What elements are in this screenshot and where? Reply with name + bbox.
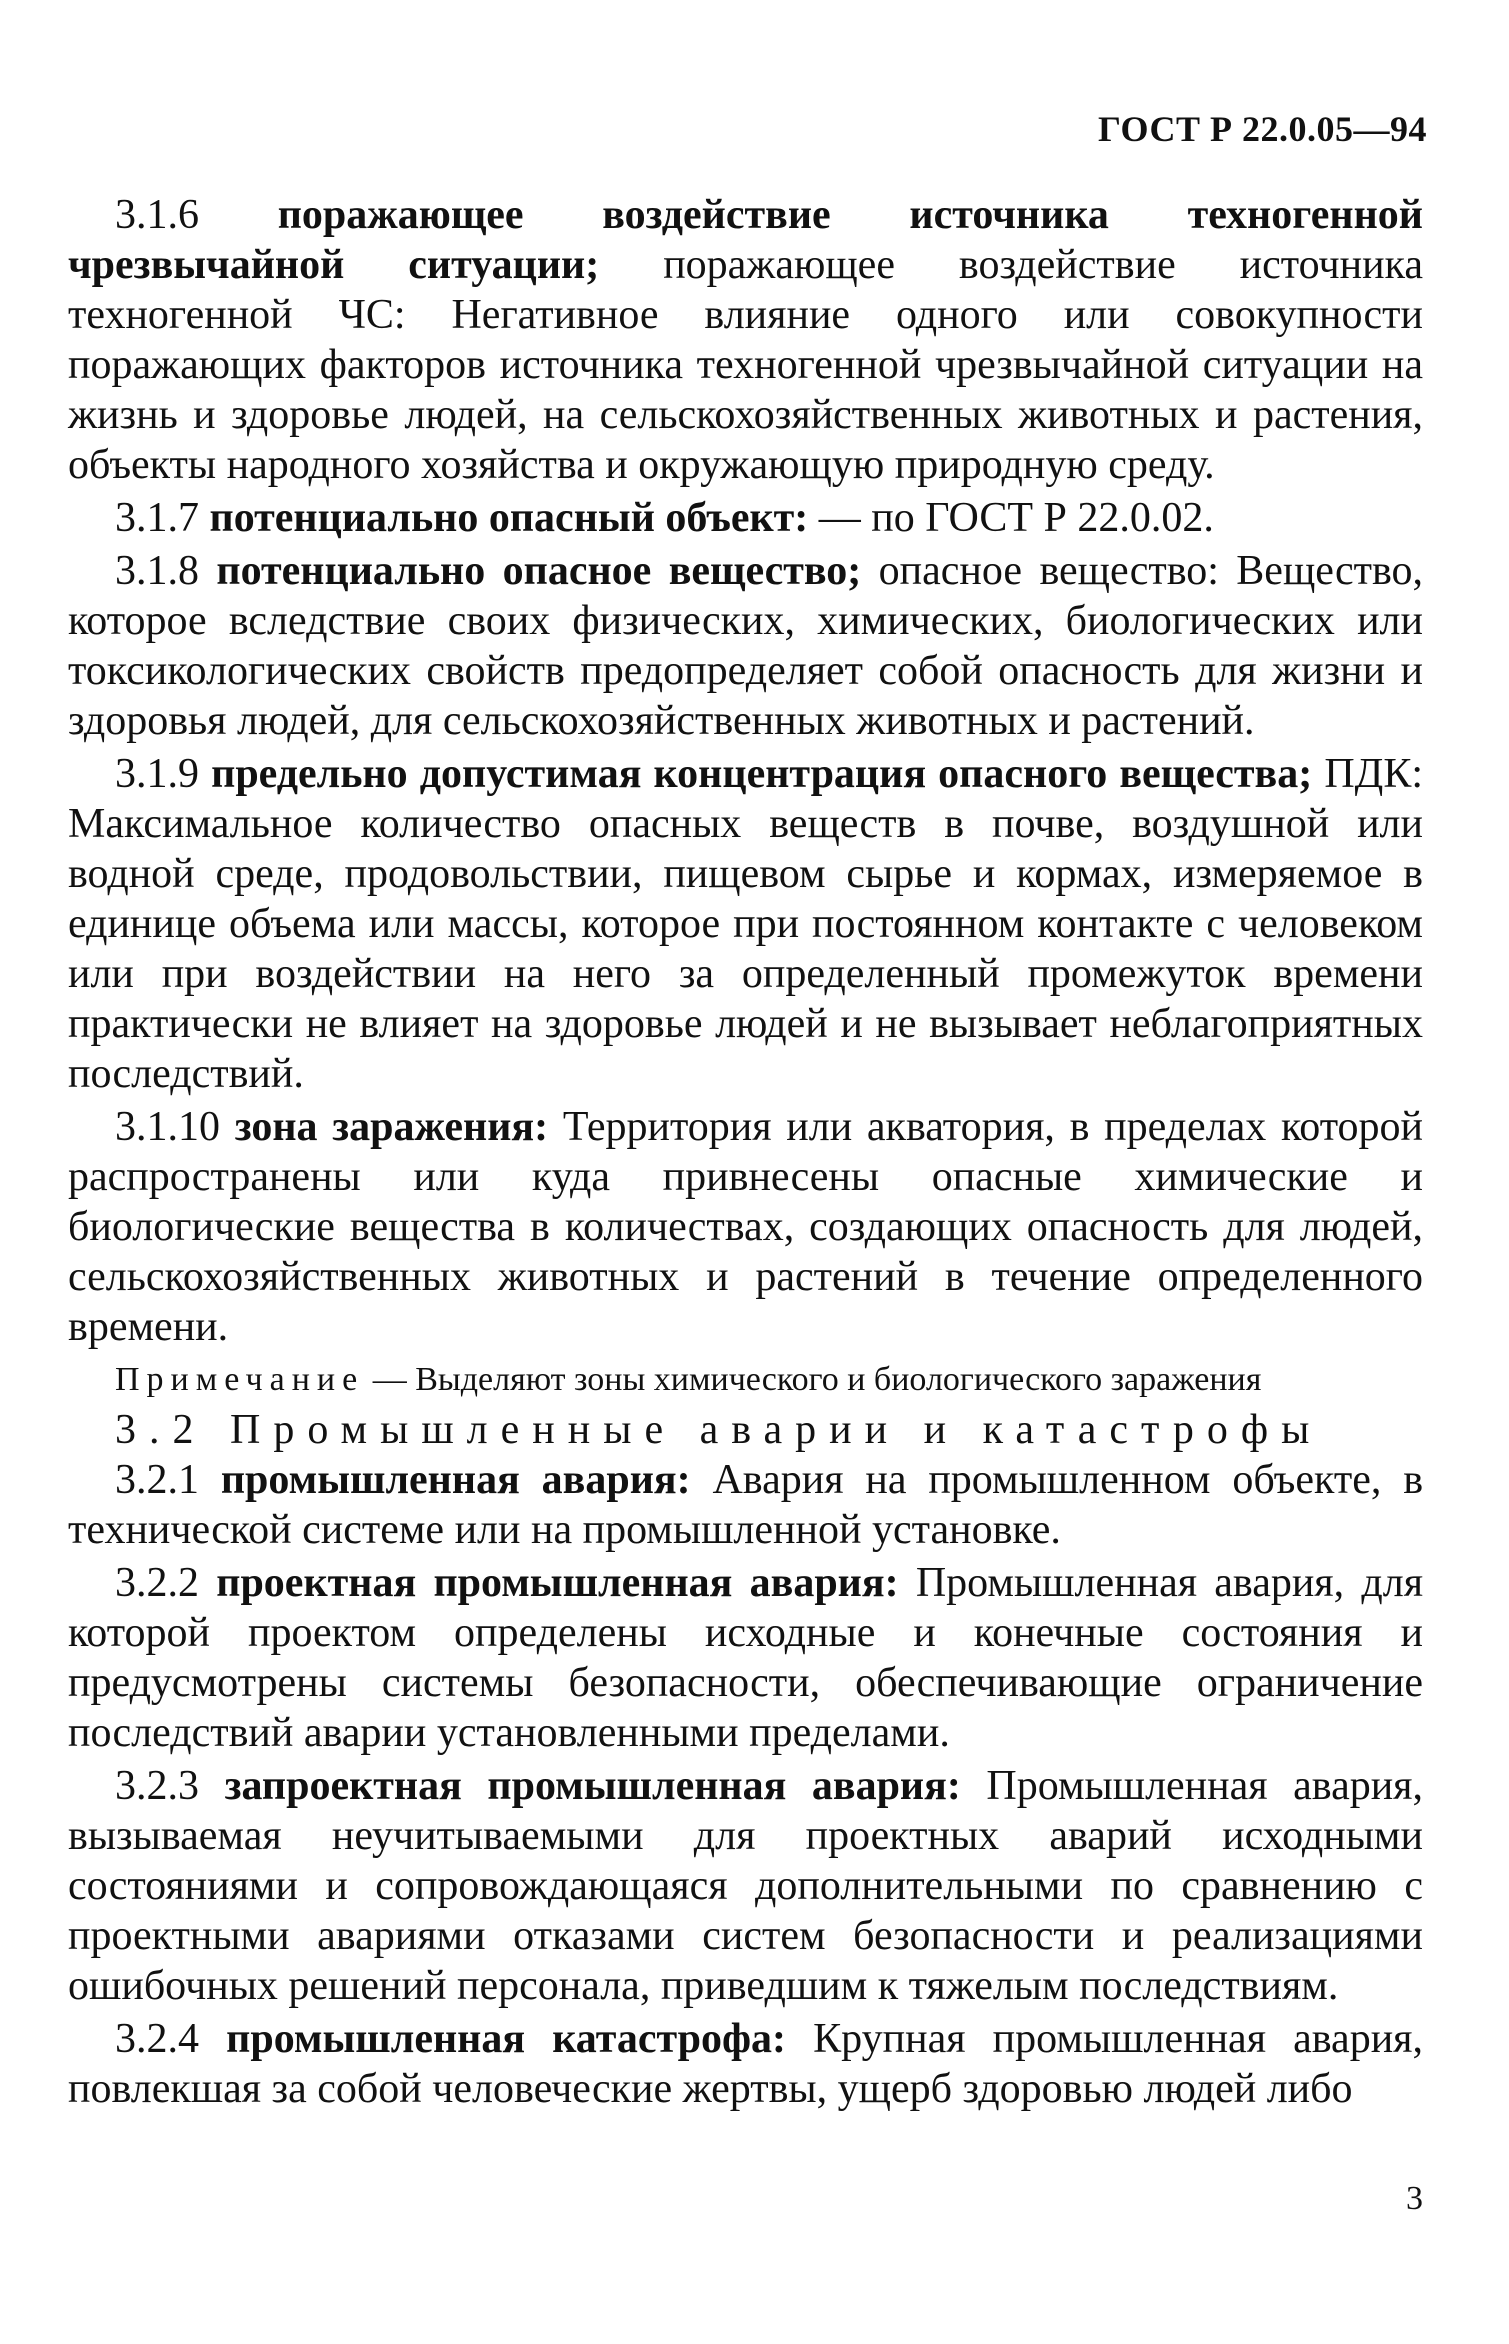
- entry-3-1-6: [68, 190, 1423, 490]
- note-label: Примечание: [115, 1361, 365, 1398]
- entry-number: 3.2.2: [115, 1560, 199, 1606]
- entry-term: запроектная промышленная авария:: [224, 1763, 961, 1809]
- entry-3-2-1: [68, 1455, 1423, 1555]
- entry-3-2-4: [68, 2014, 1423, 2114]
- entry-number: 3.1.10: [115, 1104, 220, 1150]
- entry-3-2-3: [68, 1761, 1423, 2011]
- note-text: — Выделяют зоны химического и биологического заражения: [372, 1361, 1262, 1398]
- entry-text: Авария на промышленном объекте, в технической системе или на промышленной установке.: [68, 1457, 1424, 1553]
- entry-3-1-8: [68, 546, 1423, 746]
- entry-text: ПДК: Максимальное количество опасных веществ в почве, воздушной или водной среде, продовольствии, пищевом сырье и кормах, измеряемое в единице объема или массы, которое при постоянном контакте с человеком или при воздействии на него за определенный промежуток времени практически не влияет на здоровье людей и не вызывает неблагоприятных последствий.: [68, 751, 1424, 1097]
- entry-3-2-2: [68, 1558, 1423, 1758]
- entry-number: 3.1.8: [115, 548, 199, 594]
- entry-number: 3.1.7: [115, 495, 199, 541]
- entry-term: промышленная авария:: [220, 1457, 691, 1503]
- entry-term: зона заражения:: [234, 1104, 549, 1150]
- entry-term: потенциально опасный объект:: [209, 495, 809, 541]
- entry-number: 3.2.1: [115, 1457, 199, 1503]
- section-title: Промышленные аварии и катастрофы: [230, 1407, 1323, 1453]
- entry-text: поражающее воздействие источника техногенной ЧС: Негативное влияние одного или совокупности поражающих факторов источника техногенной чрезвычайной ситуации на жизнь и здоровье людей, на сельскохозяйственных животных и растения, объекты народного хозяйства и окружающую природную среду.: [68, 242, 1423, 488]
- note: [68, 1355, 1423, 1405]
- standard-header: ГОСТ Р 22.0.05—94: [1098, 109, 1427, 149]
- entry-text: Промышленная авария, вызываемая неучитываемыми для проектных аварий исходными состояниями и сопровождающаяся дополнительными по сравнению с проектными авариями отказами систем безопасности и реализациями ошибочных решений персонала, приведшим к тяжелым последствиям.: [68, 1763, 1424, 2009]
- entry-term: поражающее воздействие источника техногенной чрезвычайной ситуации;: [68, 192, 1423, 288]
- entry-number: 3.2.4: [115, 2016, 199, 2062]
- entry-3-1-10: [68, 1102, 1423, 1352]
- entry-term: предельно допустимая концентрация опасного вещества;: [211, 751, 1313, 797]
- entry-term: проектная промышленная авария:: [216, 1560, 899, 1606]
- entry-text: опасное вещество: Вещество, которое вследствие своих физических, химических, биологических или токсикологических свойств предопределяет собой опасность для жизни и здоровья людей, для сельскохозяйственных животных и растений.: [68, 548, 1424, 744]
- entry-term: потенциально опасное вещество;: [216, 548, 862, 594]
- entry-text: Крупная промышленная авария, повлекшая за собой человеческие жертвы, ущерб здоровью людей либо: [68, 2016, 1423, 2112]
- entry-3-1-7: [68, 493, 1423, 543]
- entry-text: Территория или акватория, в пределах которой распространены или куда привнесены опасные химические и биологические вещества в количествах, создающих опасность для людей, сельскохозяйственных животных и растений в течение определенного времени.: [68, 1104, 1423, 1350]
- document-body: [68, 190, 1423, 2117]
- entry-3-1-9: [68, 749, 1423, 1099]
- entry-number: 3.1.9: [115, 751, 199, 797]
- entry-text: Промышленная авария, для которой проектом определены исходные и конечные состояния и предусмотрены системы безопасности, обеспечивающие ограничение последствий аварии установленными пределами.: [68, 1560, 1424, 1756]
- section-number: 3.2: [115, 1407, 207, 1453]
- entry-text: — по ГОСТ Р 22.0.02.: [818, 495, 1214, 541]
- entry-term: промышленная катастрофа:: [226, 2016, 787, 2062]
- page-number: 3: [1406, 2180, 1423, 2217]
- section-heading: [68, 1405, 1423, 1455]
- entry-number: 3.2.3: [115, 1763, 199, 1809]
- entry-number: 3.1.6: [115, 192, 199, 238]
